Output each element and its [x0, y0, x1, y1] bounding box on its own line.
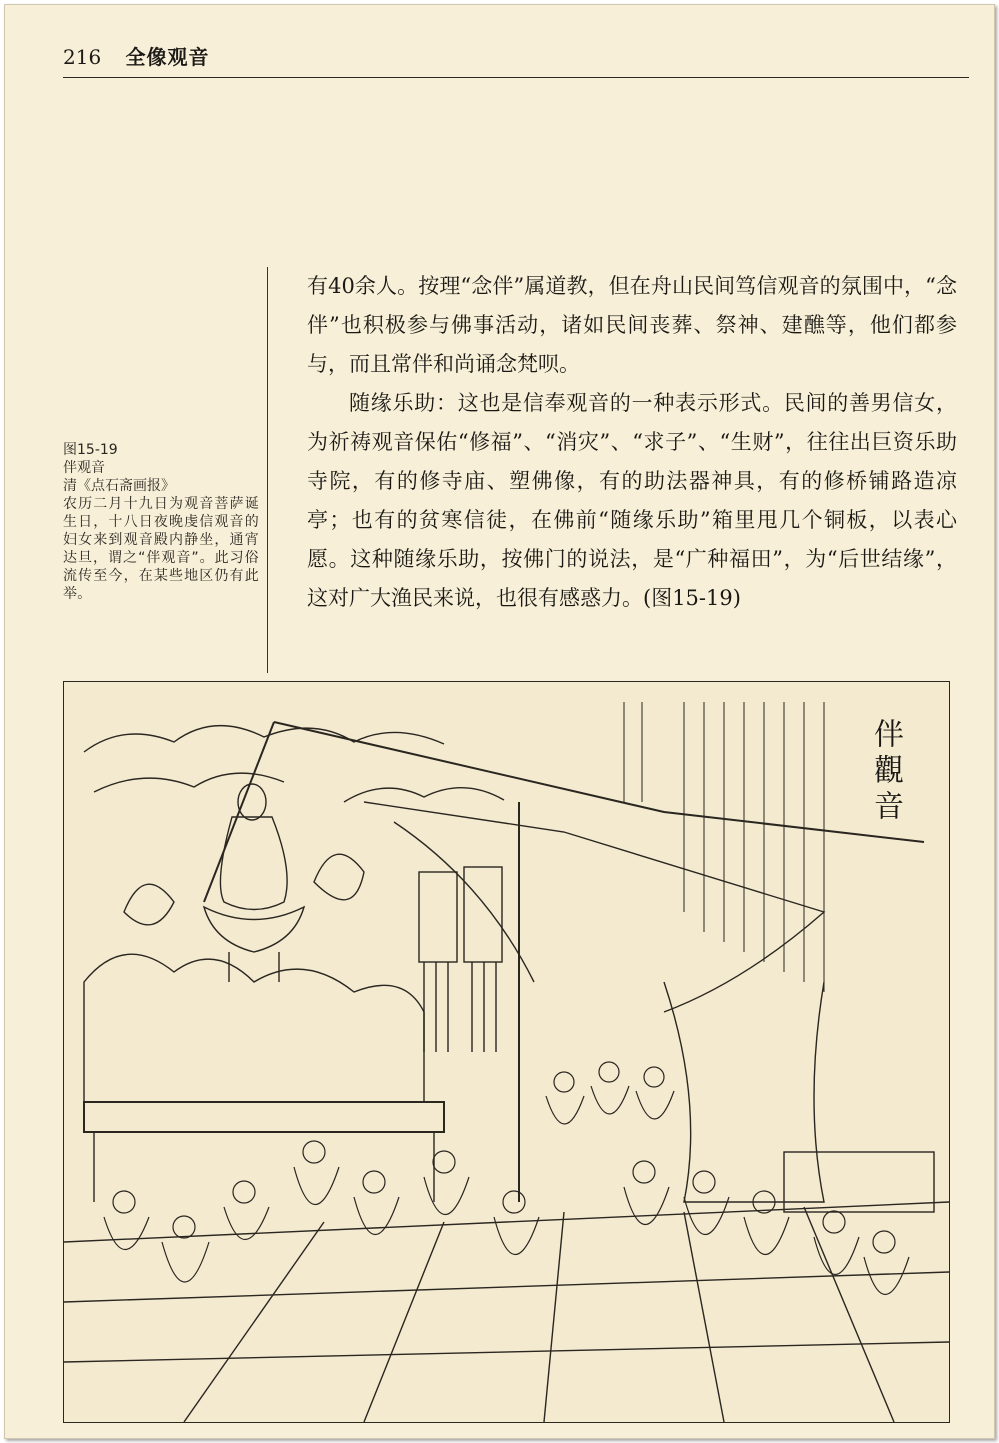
page-number: 216 — [63, 45, 102, 69]
body-text — [307, 267, 957, 618]
illustration-drawing — [64, 682, 949, 1422]
figure-title: 伴观音 — [63, 460, 105, 476]
woodblock-illustration — [63, 681, 950, 1423]
header-rule — [63, 77, 969, 78]
paragraph: 随缘乐助：这也是信奉观音的一种表示形式。民间的善男信女，为祈祷观音保佑“修福”、“消灾”、“求子”、“生财”，往往出巨资乐助寺院，有的修寺庙、塑佛像，有的助法器神具，有的修桥铺路造凉亭；也有的贫寒信徒，在佛前“随缘乐助”箱里甩几个铜板，以表心愿。这种随缘乐助，按佛门的说法，是“广种福田”，为“后世结缘”，这对广大渔民来说，也很有感惑力。(图15-19) — [307, 391, 957, 610]
figure-caption — [63, 441, 259, 603]
figure-source: 清《点石斋画报》 — [63, 478, 175, 494]
page-header — [63, 41, 210, 70]
sidebar-divider — [267, 267, 268, 673]
figure-description: 农历二月十九日为观音菩萨诞生日，十八日夜晚虔信观音的妇女来到观音殿内静坐，通宵达旦，谓之“伴观音”。此习俗流传至今，在某些地区仍有此举。 — [63, 496, 259, 602]
paragraph: 有40余人。按理“念伴”属道教，但在舟山民间笃信观音的氛围中，“念伴”也积极参与佛事活动，诸如民间丧葬、祭神、建醮等，他们都参与，而且常伴和尚诵念梵呗。 — [307, 274, 957, 376]
illustration-title: 伴觀音 — [868, 718, 903, 826]
book-title: 全像观音 — [125, 45, 210, 69]
figure-number: 图15-19 — [63, 442, 118, 458]
book-page — [4, 4, 995, 1439]
